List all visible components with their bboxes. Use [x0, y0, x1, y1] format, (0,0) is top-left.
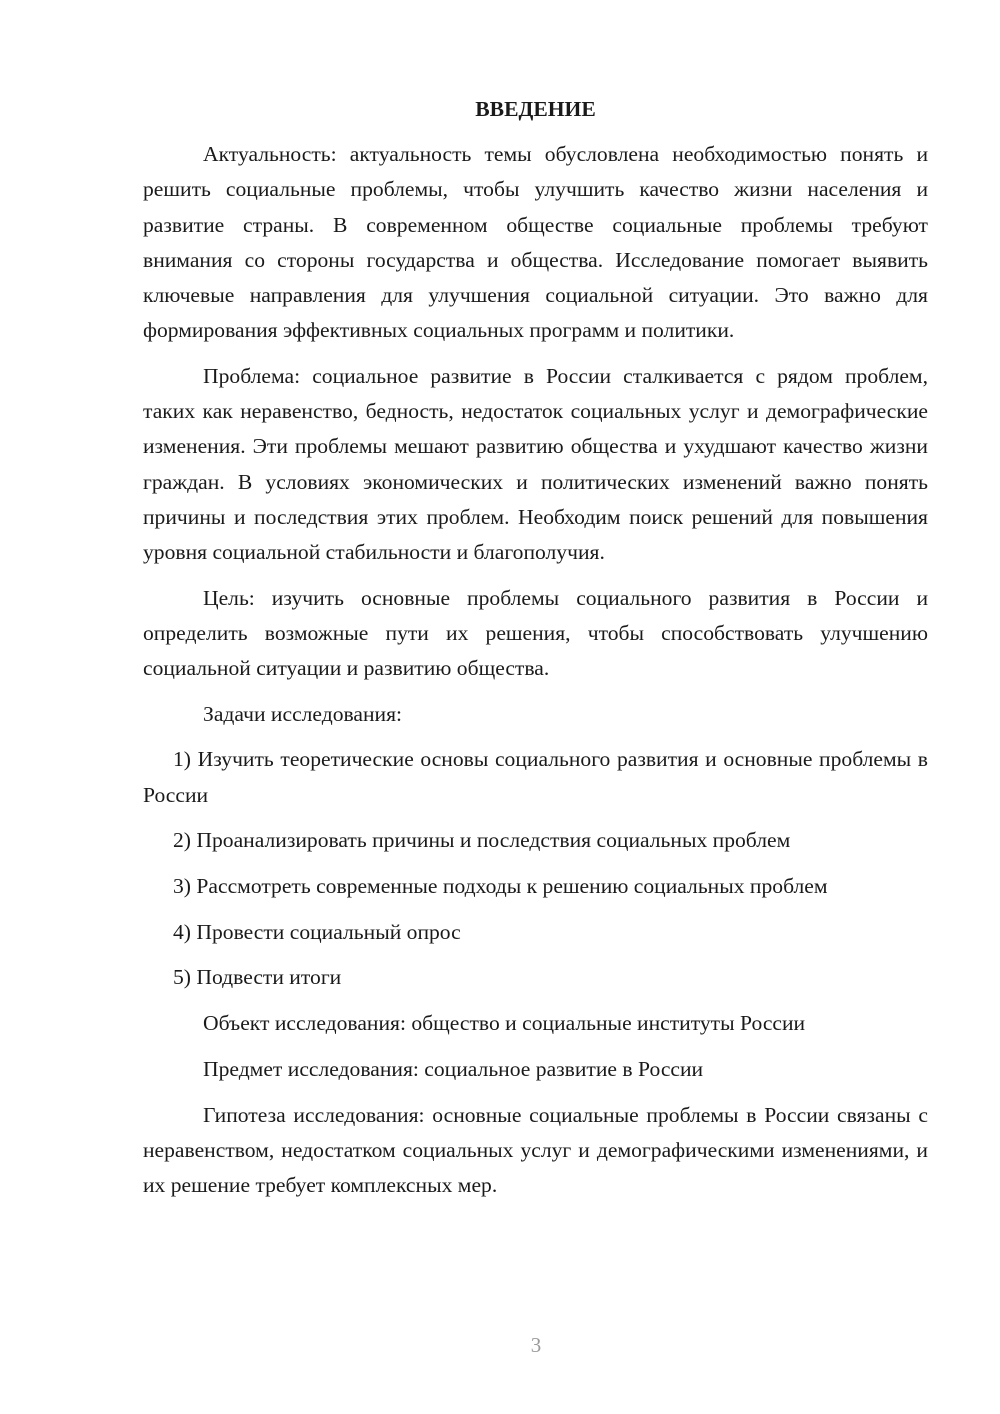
task-item-5: 5) Подвести итоги	[173, 965, 342, 990]
task-item-3: 3) Рассмотреть современные подходы к решению социальных проблем	[173, 874, 828, 899]
paragraph-subject: Предмет исследования: социальное развитие в России	[203, 1056, 704, 1081]
page-number: 3	[530, 1333, 542, 1357]
task-item-1: 1) Изучить теоретические основы социального развития и основные проблемы в России	[143, 747, 928, 807]
task-item-2: 2) Проанализировать причины и последствия социальных проблем	[173, 828, 791, 853]
task-item-4: 4) Провести социальный опрос	[173, 919, 461, 944]
tasks-heading: Задачи исследования:	[203, 701, 403, 726]
paragraph-hypothesis: Гипотеза исследования: основные социальные проблемы в России связаны с неравенством, недостатком социальных услуг и демографическими изменениями, и их решение требует комплексных мер.	[143, 1102, 928, 1197]
section-title: ВВЕДЕНИЕ	[475, 97, 596, 121]
document-page	[143, 92, 928, 1214]
paragraph-problem: Проблема: социальное развитие в России сталкивается с рядом проблем, таких как неравенство, бедность, недостаток социальных услуг и демографические изменения. Эти проблемы мешают развитию общества и ухудшают качество жизни граждан. В условиях экономических и политических изменений важно понять причины и последствия этих проблем. Необходим поиск решений для повышения уровня социальной стабильности и благополучия.	[143, 363, 928, 564]
paragraph-object: Объект исследования: общество и социальные институты России	[203, 1011, 806, 1036]
paragraph-goal: Цель: изучить основные проблемы социального развития в России и определить возможные пути их решения, чтобы способствовать улучшению социальной ситуации и развитию общества.	[143, 585, 928, 681]
paragraph-relevance: Актуальность: актуальность темы обусловлена необходимостью понять и решить социальные проблемы, чтобы улучшить качество жизни населения и развитие страны. В современном обществе социальные проблемы требуют внимания со стороны государства и общества. Исследование помогает выявить ключевые направления для улучшения социальной ситуации. Это важно для формирования эффективных социальных программ и политики.	[143, 142, 928, 343]
